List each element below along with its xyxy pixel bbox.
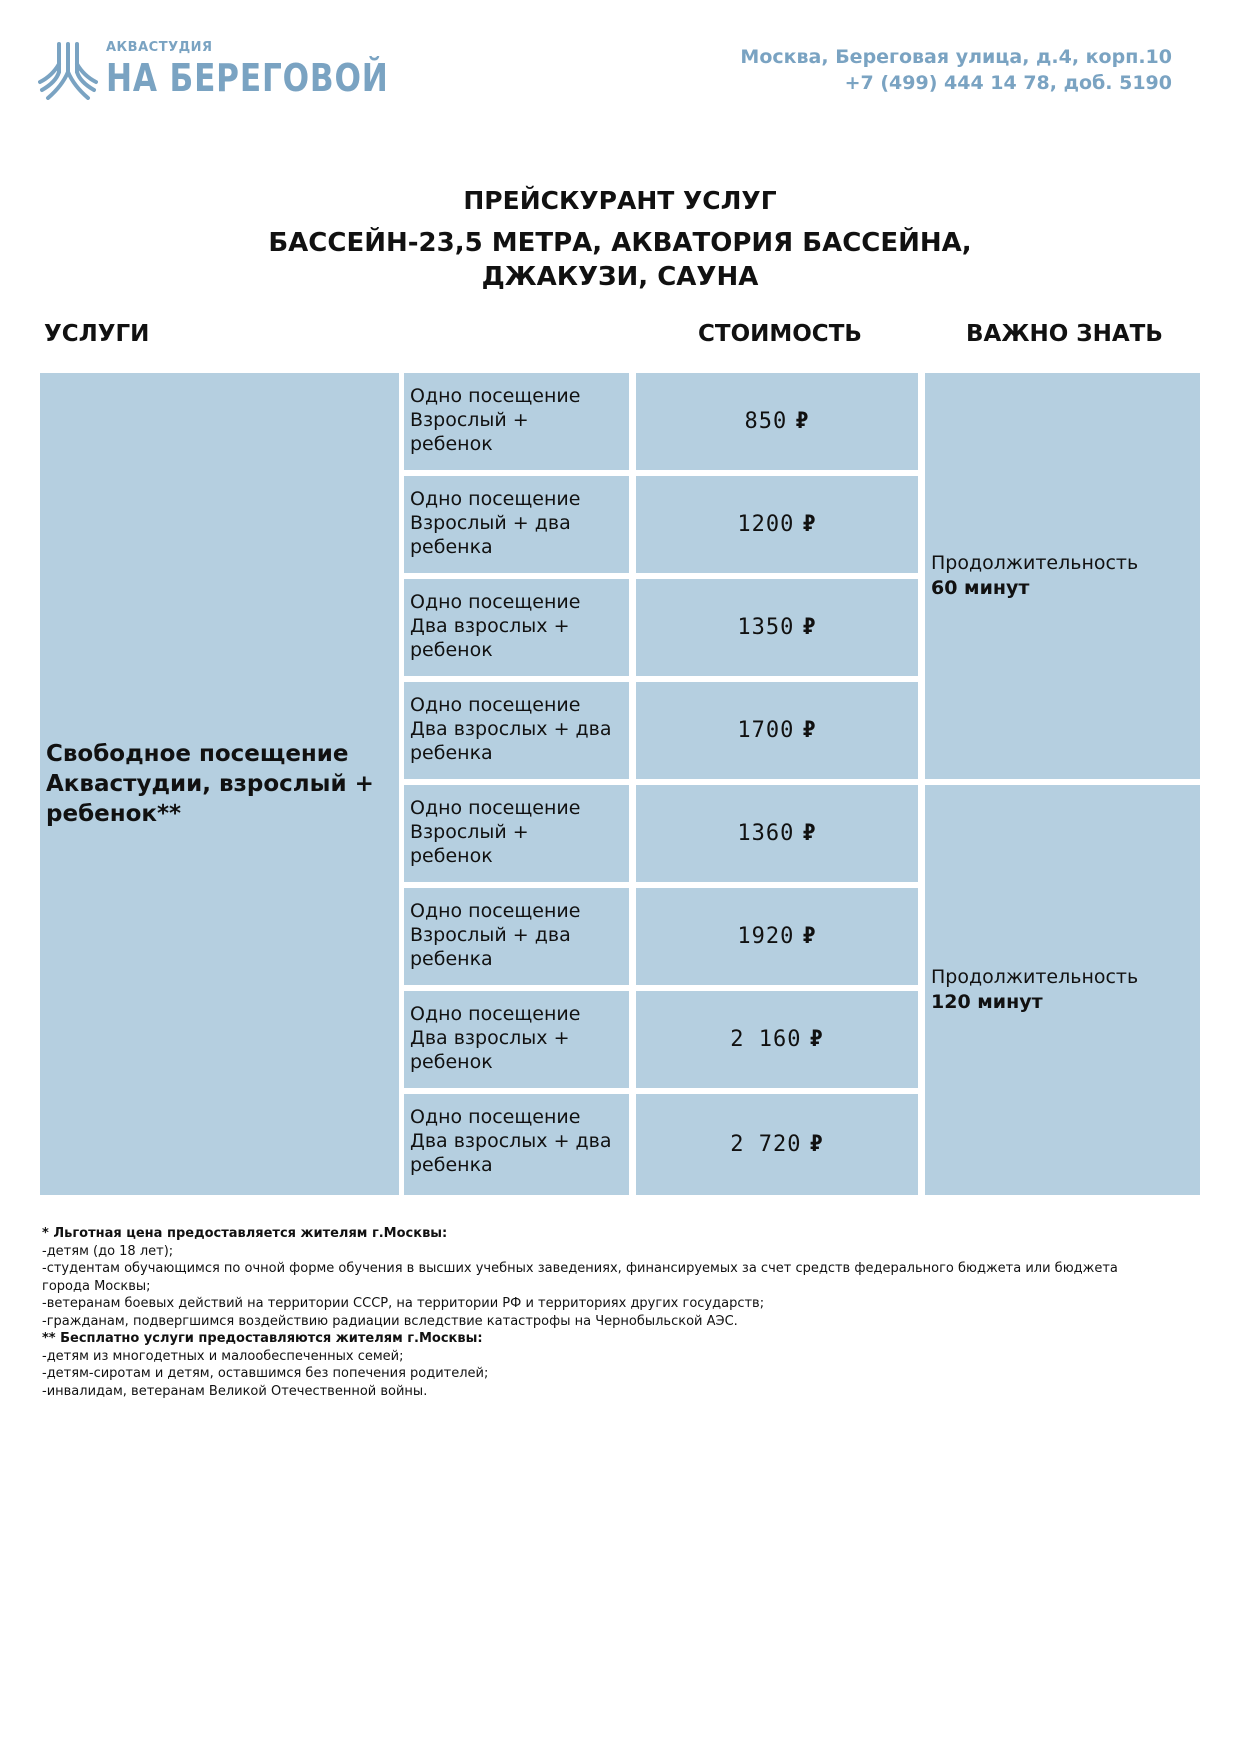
page-title: [0, 184, 1240, 294]
duration-note-120: [925, 785, 1200, 1195]
option-cell: [404, 991, 629, 1088]
option-line: Взрослый + два: [410, 512, 571, 534]
option-cell: [404, 373, 629, 470]
price-cell: [636, 579, 918, 676]
option-line: Одно посещение: [410, 591, 581, 613]
column-header-important: ВАЖНО ЗНАТЬ: [966, 321, 1163, 347]
note-value: 60 минут: [931, 577, 1030, 599]
option-line: Два взрослых +: [410, 1027, 570, 1049]
address: Москва, Береговая улица, д.4, корп.10: [740, 46, 1172, 68]
ruble-icon: ₽: [802, 615, 817, 640]
option-cell: [404, 785, 629, 882]
logo-subtitle: АКВАСТУДИЯ: [106, 40, 213, 55]
footnote-item: -детям из многодетных и малообеспеченных семей;: [42, 1348, 404, 1364]
option-line: ребенка: [410, 948, 493, 970]
option-line: Взрослый +: [410, 821, 529, 843]
option-line: ребенок: [410, 1051, 493, 1073]
option-line: ребенок: [410, 845, 493, 867]
footnote-item: -гражданам, подвергшимся воздействию радиации вследствие катастрофы на Чернобыльской АЭС.: [42, 1313, 738, 1329]
note-label: Продолжительность: [931, 552, 1139, 574]
price-cell: [636, 785, 918, 882]
price-value: 1360: [737, 821, 795, 846]
ruble-icon: ₽: [802, 821, 817, 846]
ruble-icon: ₽: [802, 718, 817, 743]
column-header-cost: СТОИМОСТЬ: [698, 321, 862, 347]
ruble-icon: ₽: [802, 512, 817, 537]
ruble-icon: ₽: [795, 409, 810, 434]
price-value: 2 720: [730, 1132, 802, 1157]
service-line-2: Аквастудии, взрослый +: [46, 771, 374, 797]
option-line: Одно посещение: [410, 694, 581, 716]
option-line: Взрослый + два: [410, 924, 571, 946]
logo-mark-icon: [38, 42, 98, 100]
footnote-heading: ** Бесплатно услуги предоставляются жителям г.Москвы:: [42, 1331, 483, 1346]
price-value: 850: [744, 409, 788, 434]
footnote-item: -детям (до 18 лет);: [42, 1243, 174, 1259]
ruble-icon: ₽: [809, 1132, 824, 1157]
option-line: ребенок: [410, 433, 493, 455]
footnote-item: -студентам обучающимся по очной форме обучения в высших учебных заведениях, финансируемых за счет средств федерального бюджета или бюджета: [42, 1261, 1118, 1276]
price-cell: [636, 373, 918, 470]
duration-note-60: [925, 373, 1200, 779]
price-cell: [636, 991, 918, 1088]
service-cell: [40, 373, 399, 1195]
price-cell: [636, 888, 918, 985]
option-line: ребенок: [410, 639, 493, 661]
logo-title: НА БЕРЕГОВОЙ: [106, 56, 389, 100]
price-value: 2 160: [730, 1027, 802, 1052]
footnote-item: города Москвы;: [42, 1278, 151, 1294]
option-cell: [404, 579, 629, 676]
option-line: Одно посещение: [410, 1106, 581, 1128]
footnote-item: -инвалидам, ветеранам Великой Отечественной войны.: [42, 1383, 428, 1399]
option-line: Два взрослых + два: [410, 1130, 612, 1152]
logo: [38, 40, 389, 104]
option-line: ребенка: [410, 1154, 493, 1176]
price-value: 1350: [737, 615, 795, 640]
price-cell: [636, 476, 918, 573]
option-line: Одно посещение: [410, 488, 581, 510]
footnote-heading: * Льготная цена предоставляется жителям г.Москвы:: [42, 1226, 448, 1241]
footnotes: [42, 1225, 1202, 1400]
contacts: [740, 44, 1172, 96]
service-line-1: Свободное посещение: [46, 741, 349, 767]
phone: +7 (499) 444 14 78, доб. 5190: [844, 72, 1172, 94]
price-value: 1700: [737, 718, 795, 743]
column-header-services: УСЛУГИ: [44, 321, 150, 347]
note-value: 120 минут: [931, 991, 1043, 1013]
footnote-item: -ветеранам боевых действий на территории СССР, на территории РФ и территориях других государств;: [42, 1296, 765, 1311]
option-cell: [404, 682, 629, 779]
title-line-1: ПРЕЙСКУРАНТ УСЛУГ: [463, 186, 777, 215]
title-line-3: ДЖАКУЗИ, САУНА: [481, 262, 759, 292]
option-cell: [404, 888, 629, 985]
option-line: Одно посещение: [410, 797, 581, 819]
option-line: Одно посещение: [410, 1003, 581, 1025]
option-line: ребенка: [410, 742, 493, 764]
price-cell: [636, 682, 918, 779]
footnote-item: -детям-сиротам и детям, оставшимся без попечения родителей;: [42, 1366, 489, 1381]
price-value: 1920: [737, 924, 795, 949]
option-line: Одно посещение: [410, 900, 581, 922]
service-line-3: ребенок**: [46, 801, 182, 827]
price-cell: [636, 1094, 918, 1195]
ruble-icon: ₽: [809, 1027, 824, 1052]
option-line: Взрослый +: [410, 409, 529, 431]
option-cell: [404, 476, 629, 573]
option-line: Одно посещение: [410, 385, 581, 407]
option-line: Два взрослых + два: [410, 718, 612, 740]
option-line: ребенка: [410, 536, 493, 558]
ruble-icon: ₽: [802, 924, 817, 949]
title-line-2: БАССЕЙН-23,5 МЕТРА, АКВАТОРИЯ БАССЕЙНА,: [268, 228, 972, 258]
note-label: Продолжительность: [931, 966, 1139, 988]
price-value: 1200: [737, 512, 795, 537]
option-line: Два взрослых +: [410, 615, 570, 637]
option-cell: [404, 1094, 629, 1195]
